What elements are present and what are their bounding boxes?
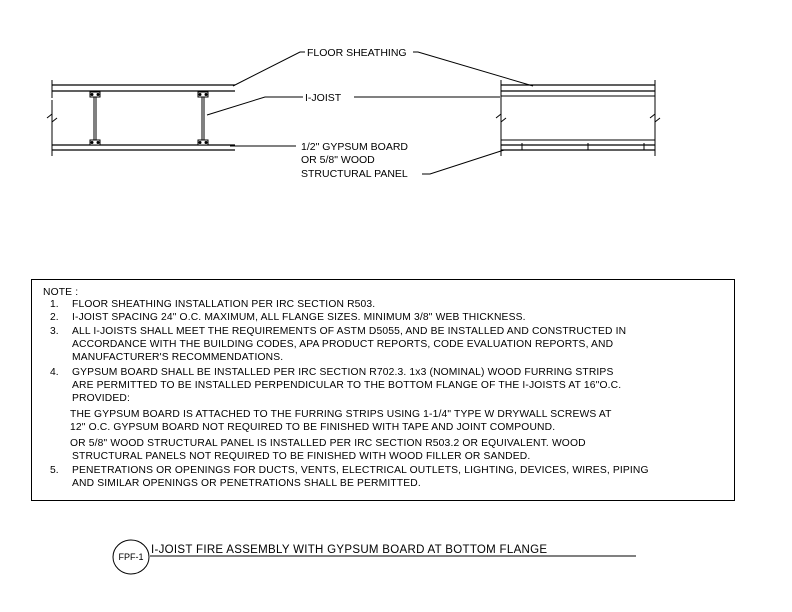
note-text-line: GYPSUM BOARD SHALL BE INSTALLED PER IRC SECTION R702.3. 1x3 (NOMINAL) WOOD FURRING STRIPS — [72, 367, 614, 378]
detail-title-block — [113, 540, 636, 574]
right-section — [496, 80, 660, 156]
note-text-line: OR 5/8" WOOD STRUCTURAL PANEL IS INSTALLED PER IRC SECTION R503.2 OR EQUIVALENT. WOOD — [70, 438, 586, 449]
note-text-line: STRUCTURAL PANELS NOT REQUIRED TO BE FINISHED WITH WOOD FILLER OR SANDED. — [72, 451, 531, 462]
note-text-line: ALL I-JOISTS SHALL MEET THE REQUIREMENTS OF ASTM D5055, AND BE INSTALLED AND CONSTRUCTED IN — [72, 326, 627, 337]
i-joist-middle — [198, 92, 208, 145]
note-number: 4. — [50, 367, 59, 378]
note-text-line: MANUFACTURER'S RECOMMENDATIONS. — [72, 352, 284, 363]
notes-box — [31, 279, 735, 501]
gypsum-label-line1: 1/2" GYPSUM BOARD — [301, 141, 409, 153]
detail-title: I-JOIST FIRE ASSEMBLY WITH GYPSUM BOARD AT BOTTOM FLANGE — [151, 544, 548, 556]
note-text-line: PROVIDED: — [72, 393, 130, 404]
note-number: 2. — [50, 312, 59, 323]
i-joist-label: I-JOIST — [305, 92, 342, 104]
notes-heading: NOTE : — [43, 287, 79, 298]
note-text-line: PENETRATIONS OR OPENINGS FOR DUCTS, VENTS, ELECTRICAL OUTLETS, LIGHTING, DEVICES, WIRES, PIPING — [72, 465, 649, 476]
note-number: 1. — [50, 299, 59, 310]
note-text-line: I-JOIST SPACING 24" O.C. MAXIMUM, ALL FLANGE SIZES. MINIMUM 3/8" WEB THICKNESS. — [72, 312, 526, 323]
note-text-line: FLOOR SHEATHING INSTALLATION PER IRC SECTION R503. — [72, 299, 376, 310]
note-text-line: AND SIMILAR OPENINGS OR PENETRATIONS SHALL BE PERMITTED. — [72, 478, 421, 489]
gypsum-label-line3: STRUCTURAL PANEL — [301, 168, 408, 180]
note-number: 3. — [50, 326, 59, 337]
note-text-line: ARE PERMITTED TO BE INSTALLED PERPENDICULAR TO THE BOTTOM FLANGE OF THE I-JOISTS AT 16"O.C. — [72, 380, 622, 391]
i-joist-left — [90, 92, 100, 145]
note-text-line: ACCORDANCE WITH THE BUILDING CODES, APA PRODUCT REPORTS, CODE EVALUATION REPORTS, AND — [72, 339, 614, 350]
note-number: 5. — [50, 465, 59, 476]
detail-tag: FPF-1 — [118, 552, 144, 562]
note-text-line: THE GYPSUM BOARD IS ATTACHED TO THE FURRING STRIPS USING 1-1/4" TYPE W DRYWALL SCREWS AT — [70, 409, 612, 420]
left-section — [47, 80, 235, 156]
gypsum-label-line2: OR 5/8" WOOD — [301, 154, 375, 166]
note-text-line: 12" O.C. GYPSUM BOARD NOT REQUIRED TO BE FINISHED WITH TAPE AND JOINT COMPOUND. — [70, 422, 556, 433]
floor-sheathing-label: FLOOR SHEATHING — [307, 47, 407, 59]
